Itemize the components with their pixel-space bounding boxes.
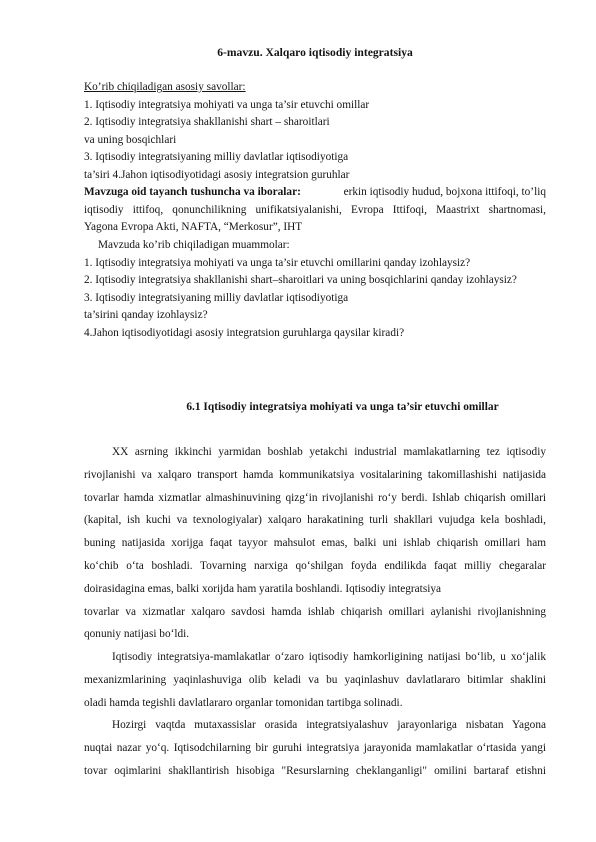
section-title: 6.1 Iqtisodiy integratsiya mohiyati va unga ta’sir etuvchi omillar xyxy=(186,401,499,413)
paragraph-line: mexanizmlarining yaqinlashuviga olib keladi va bu yaqinlashuv davlatlararo bitimlar shaklini xyxy=(84,673,546,686)
paragraph-line: oladi hamda tegishli davlatlararo organlar tomonidan tartibga solinadi. xyxy=(84,696,403,709)
paragraph-line: nuqtai nazar yo‘q. Iqtisodchilarning bir guruhi integratsiya jarayonida mamlakatlar o‘rtasida yangi xyxy=(84,741,546,754)
key-terms-block xyxy=(84,184,546,237)
question-item: 2. Iqtisodiy integratsiya shakllanishi shart – sharoitlari xyxy=(84,116,330,128)
question-item: 3. Iqtisodiy integratsiyaning milliy davlatlar iqtisodiyotiga xyxy=(84,151,349,163)
problem-item: ta’sirini qanday izohlaysiz? xyxy=(84,309,208,321)
key-terms-text: iqtisodiy ittifoq, qonunchilikning unifikatsiyalanishi, Evropa Ittifoqi, Maastrixt shartnomasi, xyxy=(84,203,546,216)
key-terms-label: Mavzuga oid tayanch tushuncha va iboralar: xyxy=(84,186,301,198)
paragraph-3 xyxy=(84,714,546,782)
key-terms-text: Yagona Evropa Akti, NAFTA, “Merkosur”, IHT xyxy=(84,221,303,233)
paragraph-line: tovar oqimlarini shakllantirish hisobiga "Resurslarning cheklanganligi" omilini bartaraf etishni xyxy=(84,764,546,777)
paragraph-line: buning natijasida xorijga faqat tayyor mahsulot emas, balki uni ishlab chiqarish omillari ham xyxy=(84,537,546,550)
paragraph-2 xyxy=(84,646,546,714)
paragraph-line: Iqtisodiy integratsiya-mamlakatlar o‘zaro iqtisodiy hamkorligining natijasi bo‘lib, u xo‘jalik xyxy=(112,651,546,663)
key-terms-text: erkin iqtisodiy hudud, bojxona ittifoqi, to’liq xyxy=(343,186,546,198)
problems-heading: Mavzuda ko’rib chiqiladigan muammolar: xyxy=(98,239,290,251)
paragraph-line: tovarlar va xizmatlar xalqaro savdosi hamda ishlab chiqarish omillari aylanishi rivojlanishning xyxy=(84,605,546,618)
paragraph-1 xyxy=(84,441,546,646)
problem-item: 2. Iqtisodiy integratsiya shakllanishi shart–sharoitlari va uning bosqichlarini qanday izohlaysiz? xyxy=(84,274,517,286)
paragraph-line: qonuniy natijasi bo‘ldi. xyxy=(84,628,190,641)
paragraph-line: doirasidagina emas, balki xorijda ham yaratila boshlandi. Iqtisodiy integratsiya xyxy=(84,582,442,595)
document-title: 6-mavzu. Xalqaro iqtisodiy integratsiya xyxy=(217,46,413,59)
question-item: ta’siri 4.Jahon iqtisodiyotidagi asosiy integratsion guruhlar xyxy=(84,168,350,181)
paragraph-line: tovarlar hamda xizmatlar almashinuvining qizg‘in rivojlanishi ro‘y berdi. Ishlab chiqarish omillari xyxy=(84,491,546,504)
questions-heading: Ko’rib chiqiladigan asosiy savollar: xyxy=(84,81,246,93)
paragraph-line: ko‘chib o‘ta boshladi. Tovarning narxiga qo‘shilgan foyda endilikda faqat milliy chegaralar xyxy=(84,559,546,572)
paragraph-line: XX asrning ikkinchi yarmidan boshlab yetakchi industrial mamlakatlarning tez iqtisodiy xyxy=(112,446,546,458)
paragraph-line: Hozirgi vaqtda mutaxassislar orasida integratsiyalashuv jarayonlariga nisbatan Yagona xyxy=(112,719,546,731)
problem-item: 1. Iqtisodiy integratsiya mohiyati va unga ta’sir etuvchi omillarini qanday izohlaysiz? xyxy=(84,256,471,269)
problem-item: 3. Iqtisodiy integratsiyaning milliy davlatlar iqtisodiyotiga xyxy=(84,291,349,304)
paragraph-line: rivojlanishi va xalqaro transport hamda kommunikatsiya vositalarining takomillashishi natijasida xyxy=(84,468,546,481)
question-item: va uning bosqichlari xyxy=(84,133,177,146)
problem-item: 4.Jahon iqtisodiyotidagi asosiy integratsion guruhlarga qaysilar kiradi? xyxy=(84,326,405,339)
problems-block xyxy=(84,237,546,342)
question-item: 1. Iqtisodiy integratsiya mohiyati va unga ta’sir etuvchi omillar xyxy=(84,98,370,111)
questions-block xyxy=(84,79,546,184)
paragraph-line: (kapital, ish kuchi va texnologiyalar) xalqaro harakatining turli shakllari vujudga kela boshladi, xyxy=(84,514,546,527)
